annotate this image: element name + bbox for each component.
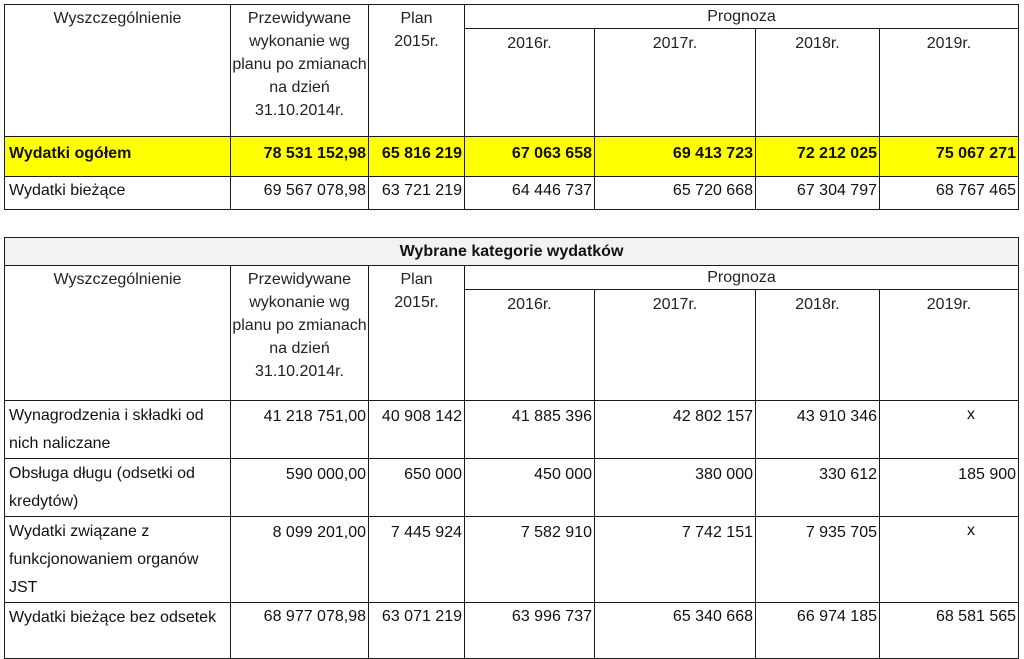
header-year-2019: 2019r.: [880, 29, 1019, 137]
cell-2019: x: [880, 401, 1019, 459]
header-prognoza: Prognoza: [465, 266, 1019, 290]
cell-expected: 8 099 201,00: [231, 517, 369, 603]
table-row-wynagrodzenia: [5, 401, 1019, 459]
header-year-2018: 2018r.: [756, 290, 880, 401]
cell-2016: 41 885 396: [465, 401, 595, 459]
cell-2019: 185 900: [880, 459, 1019, 517]
cell-2018: 43 910 346: [756, 401, 880, 459]
header-year-2017: 2017r.: [595, 290, 756, 401]
cell-2016: 63 996 737: [465, 603, 595, 659]
row-label: Wydatki związane z funkcjonowaniem organów JST: [5, 517, 231, 603]
header-year-2016: 2016r.: [465, 29, 595, 137]
cell-plan: 650 000: [369, 459, 465, 517]
cell-expected: 69 567 078,98: [231, 177, 369, 210]
table-row-wydatki-biezace-bez-odsetek: [5, 603, 1019, 659]
cell-2016: 450 000: [465, 459, 595, 517]
cell-2018: 72 212 025: [756, 137, 880, 177]
selected-categories-table: [4, 237, 1019, 659]
cell-expected: 68 977 078,98: [231, 603, 369, 659]
table-row-wydatki-ogolem: [5, 137, 1019, 177]
cell-2018: 330 612: [756, 459, 880, 517]
header-wyszczegolnienie: Wyszczególnienie: [5, 266, 231, 401]
cell-plan: 7 445 924: [369, 517, 465, 603]
cell-expected: 590 000,00: [231, 459, 369, 517]
cell-2016: 7 582 910: [465, 517, 595, 603]
header-year-2016: 2016r.: [465, 290, 595, 401]
cell-2019: 68 581 565: [880, 603, 1019, 659]
cell-2018: 67 304 797: [756, 177, 880, 210]
cell-2018: 7 935 705: [756, 517, 880, 603]
table-row-wydatki-biezace: [5, 177, 1019, 210]
row-label: Wydatki bieżące: [5, 177, 231, 210]
cell-2017: 380 000: [595, 459, 756, 517]
cell-2017: 42 802 157: [595, 401, 756, 459]
header-plan-2015: [369, 5, 465, 137]
header-expected-execution: [231, 266, 369, 401]
row-label: Obsługa długu (odsetki od kredytów): [5, 459, 231, 517]
cell-2017: 65 720 668: [595, 177, 756, 210]
header-plan-text: Plan 2015r.: [394, 10, 439, 50]
cell-expected: 41 218 751,00: [231, 401, 369, 459]
cell-2019: 68 767 465: [880, 177, 1019, 210]
cell-2017: 65 340 668: [595, 603, 756, 659]
cell-plan: 40 908 142: [369, 401, 465, 459]
cell-plan: 65 816 219: [369, 137, 465, 177]
cell-2019: x: [880, 517, 1019, 603]
cell-2016: 64 446 737: [465, 177, 595, 210]
header-year-2019: 2019r.: [880, 290, 1019, 401]
header-year-2018: 2018r.: [756, 29, 880, 137]
cell-2017: 69 413 723: [595, 137, 756, 177]
row-label: Wynagrodzenia i składki od nich naliczane: [5, 401, 231, 459]
header-year-2017: 2017r.: [595, 29, 756, 137]
header-expected-text: Przewidywane wykonanie wg planu po zmianach na dzień 31.10.2014r.: [232, 10, 367, 119]
cell-2018: 66 974 185: [756, 603, 880, 659]
cell-2017: 7 742 151: [595, 517, 756, 603]
header-prognoza: Prognoza: [465, 5, 1019, 29]
cell-2016: 67 063 658: [465, 137, 595, 177]
header-wyszczegolnienie: Wyszczególnienie: [5, 5, 231, 137]
cell-2019: 75 067 271: [880, 137, 1019, 177]
header-plan-text: Plan 2015r.: [394, 271, 439, 311]
cell-plan: 63 721 219: [369, 177, 465, 210]
header-plan-2015: [369, 266, 465, 401]
table-title: Wybrane kategorie wydatków: [5, 238, 1019, 266]
expenditure-summary-table: [4, 4, 1019, 210]
row-label: Wydatki ogółem: [5, 137, 231, 177]
cell-plan: 63 071 219: [369, 603, 465, 659]
header-expected-execution: [231, 5, 369, 137]
header-expected-text: Przewidywane wykonanie wg planu po zmianach na dzień 31.10.2014r.: [232, 271, 367, 380]
cell-expected: 78 531 152,98: [231, 137, 369, 177]
row-label: Wydatki bieżące bez odsetek: [5, 603, 231, 659]
table-row-obsluga-dlugu: [5, 459, 1019, 517]
table-row-organy-jst: [5, 517, 1019, 603]
